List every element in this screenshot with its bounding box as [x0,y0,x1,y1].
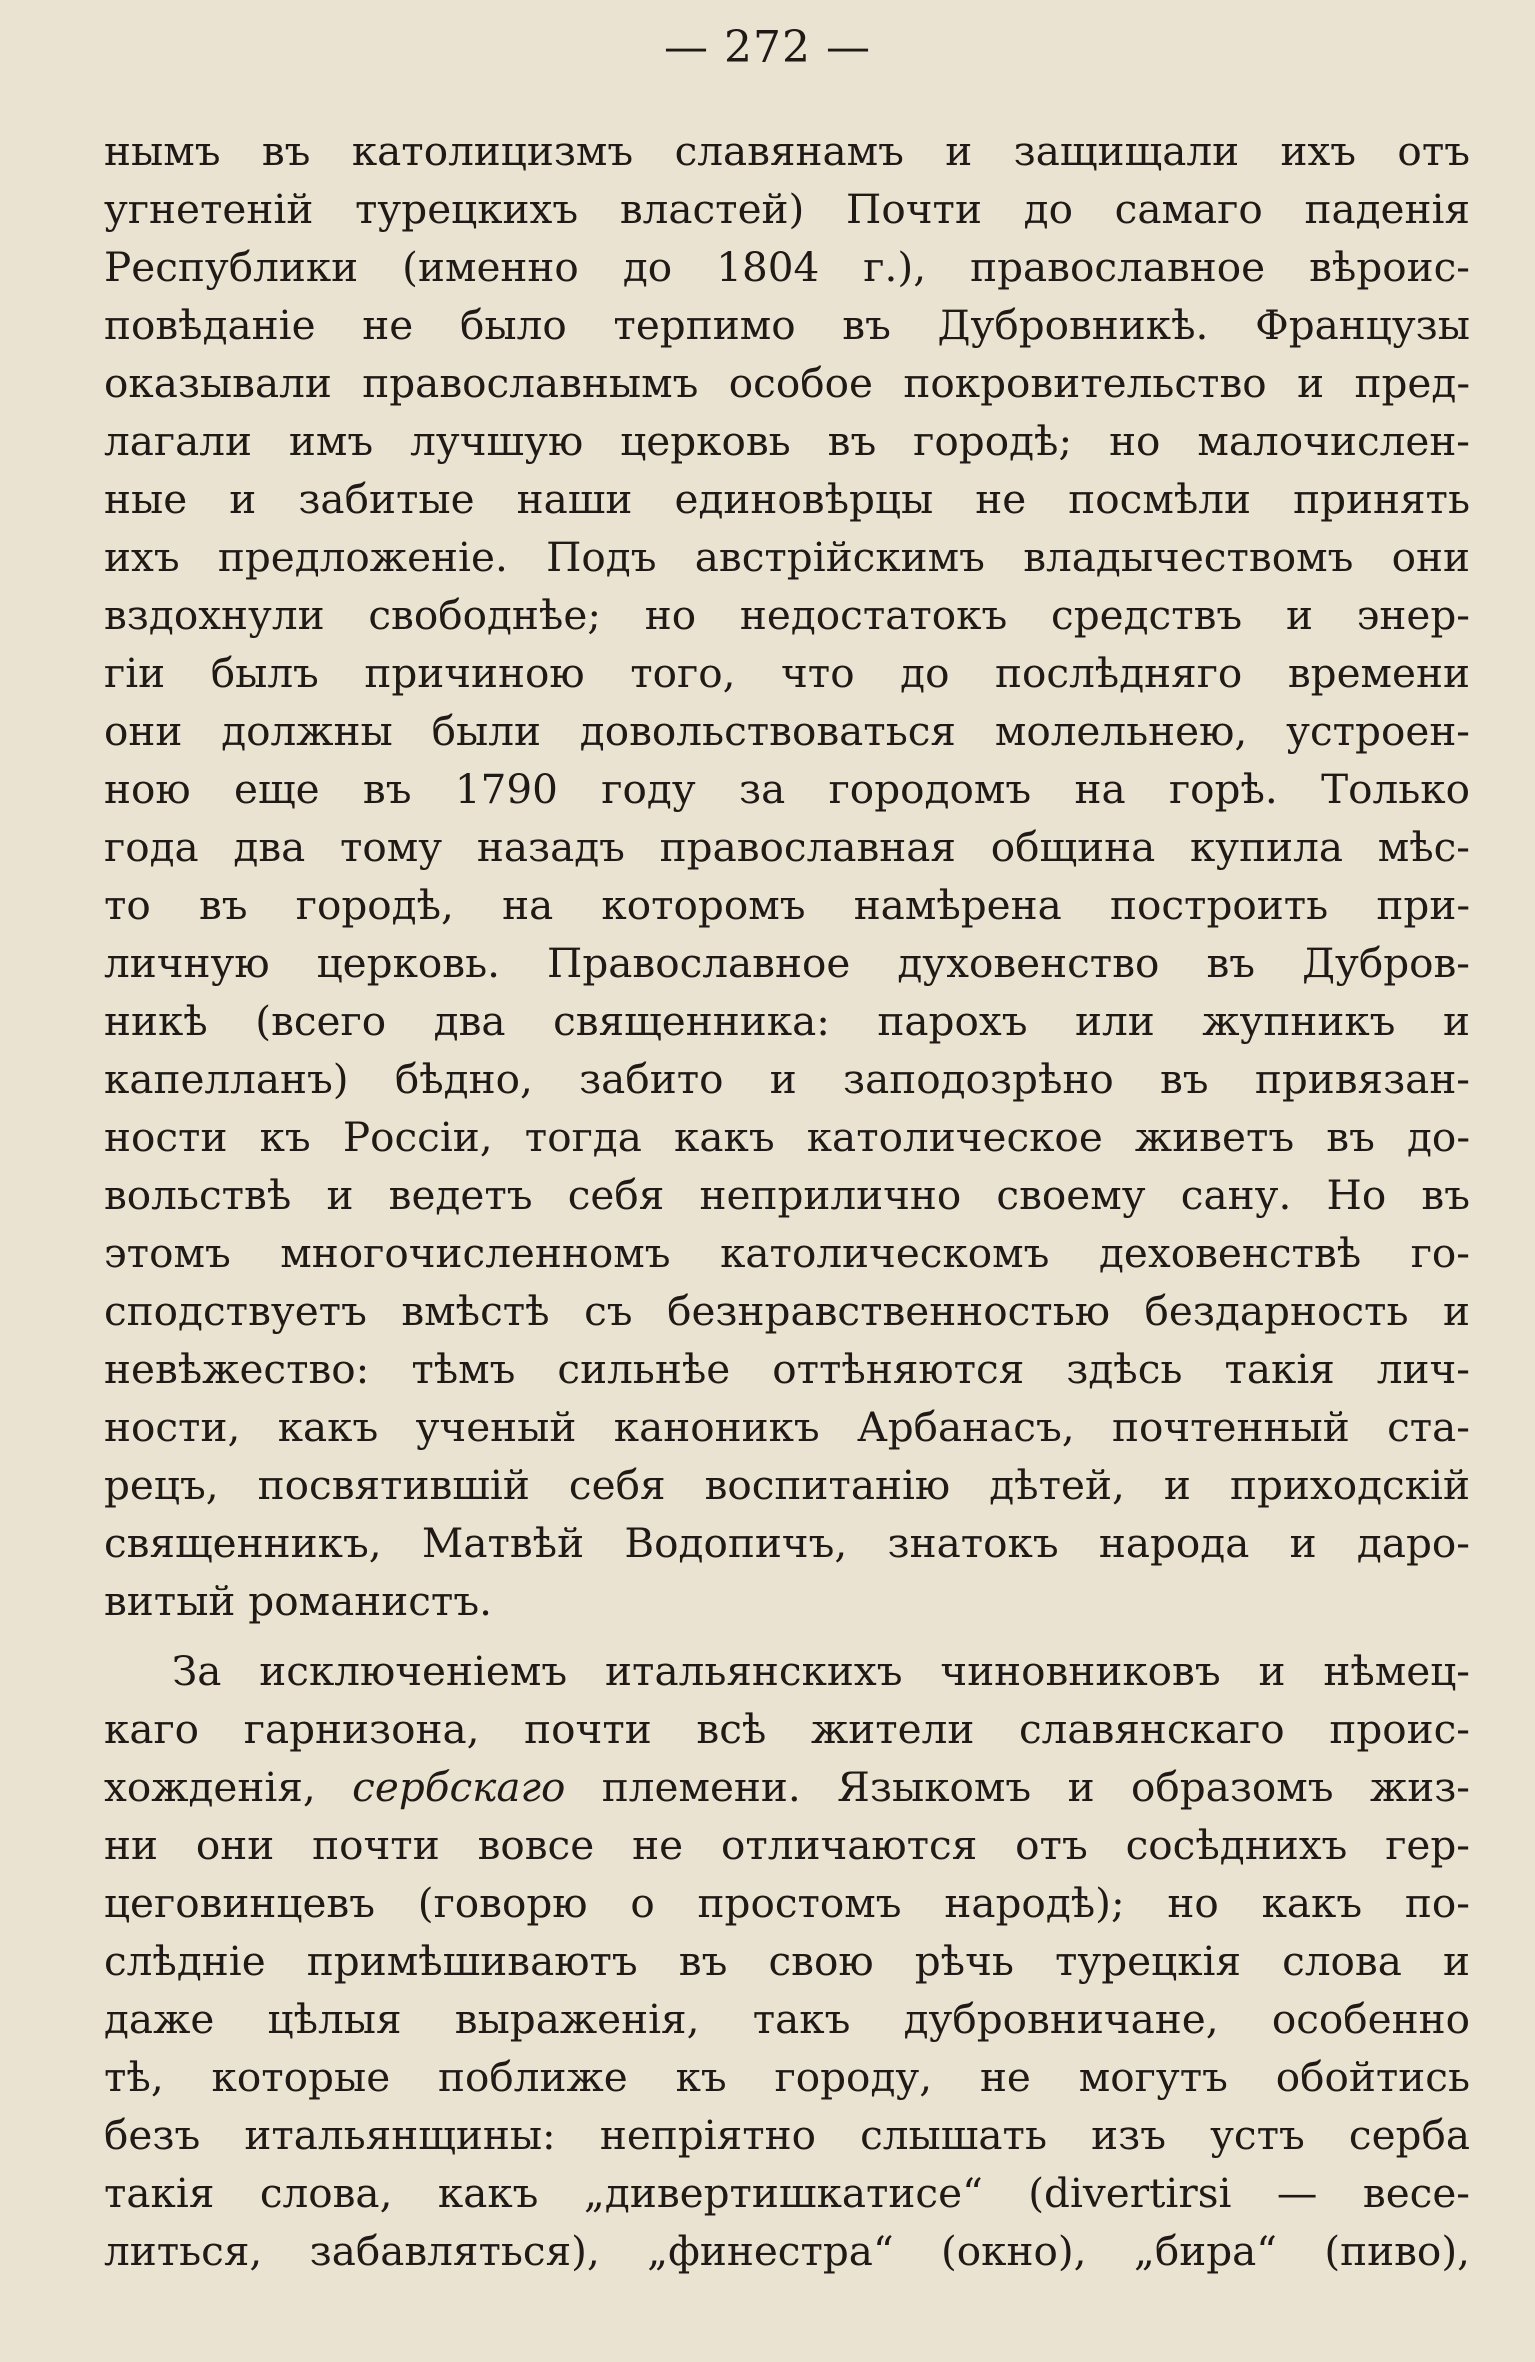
text-line: каго гарнизона, почти всѣ жители славянскаго проис- [104,1705,1470,1753]
text-line: лагали имъ лучшую церковь въ городѣ; но малочислен- [104,417,1470,465]
text-line: они должны были довольствоваться молельнею, устроен- [104,707,1470,755]
text-line: нымъ въ католицизмъ славянамъ и защищали ихъ отъ [104,127,1470,175]
text-line: никѣ (всего два священника: парохъ или жупникъ и [104,997,1470,1045]
text-line: ною еще въ 1790 году за городомъ на горѣ. Только [104,765,1470,813]
text-line: вздохнули свободнѣе; но недостатокъ средствъ и энер- [104,591,1470,639]
text-segment: племени. Языкомъ и образомъ жиз- [565,1763,1470,1811]
text-line: этомъ многочисленномъ католическомъ деховенствѣ го- [104,1229,1470,1277]
paragraph-2 [104,1642,1470,2280]
paragraph-1 [104,122,1470,1630]
text-line: тѣ, которые поближе къ городу, не могутъ обойтись [104,2053,1470,2101]
text-line: ихъ предложенiе. Подъ австрiйскимъ владычествомъ они [104,533,1470,581]
text-segment: хожденiя, [104,1763,353,1811]
text-line: повѣданiе не было терпимо въ Дубровникѣ. Французы [104,301,1470,349]
paragraph-gap [104,1630,1470,1642]
text-line: гiи былъ причиною того, что до послѣдняго времени [104,649,1470,697]
text-line: рецъ, посвятившiй себя воспитанiю дѣтей, и приходскiй [104,1461,1470,1509]
text-line: оказывали православнымъ особое покровительство и пред- [104,359,1470,407]
text-line: ные и забитые наши единовѣрцы не посмѣли принять [104,475,1470,523]
page-number: — 272 — [664,22,871,73]
text-line: невѣжество: тѣмъ сильнѣе оттѣняются здѣсь такiя лич- [104,1345,1470,1393]
text-line: ни они почти вовсе не отличаются отъ сосѣднихъ гер- [104,1821,1470,1869]
body-text [104,122,1470,2280]
text-line: литься, забавляться), „финестра“ (окно), „бира“ (пиво), [104,2227,1470,2275]
text-line: то въ городѣ, на которомъ намѣрена построить при- [104,881,1470,929]
text-line: витый романистъ. [104,1577,492,1625]
text-line: такiя слова, какъ „дивертишкатисе“ (divertirsi — весе- [104,2169,1470,2217]
text-line: капелланъ) бѣдно, забито и заподозрѣно въ привязан- [104,1055,1470,1103]
text-line: Республики (именно до 1804 г.), православное вѣроис- [104,243,1470,291]
text-line: священникъ, Матвѣй Водопичъ, знатокъ народа и даро- [104,1519,1470,1567]
text-line: безъ итальянщины: непрiятно слышать изъ устъ серба [104,2111,1470,2159]
text-line: слѣднiе примѣшиваютъ въ свою рѣчь турецкiя слова и [104,1937,1470,1985]
italic-word: сербскаго [352,1763,566,1811]
text-line: ности, какъ ученый каноникъ Арбанасъ, почтенный ста- [104,1403,1470,1451]
text-line-mixed [104,1758,1470,1816]
text-line: цеговинцевъ (говорю о простомъ народѣ); но какъ по- [104,1879,1470,1927]
text-line: сподствуетъ вмѣстѣ съ безнравственностью бездарность и [104,1287,1470,1335]
text-line: ности къ Россiи, тогда какъ католическое живетъ въ до- [104,1113,1470,1161]
text-line: личную церковь. Православное духовенство въ Дубров- [104,939,1470,987]
text-line: года два тому назадъ православная община купила мѣс- [104,823,1470,871]
text-line: вольствѣ и ведетъ себя неприлично своему сану. Но въ [104,1171,1470,1219]
text-line: За исключенiемъ итальянскихъ чиновниковъ и нѣмец- [172,1647,1470,1695]
text-line: угнетенiй турецкихъ властей) Почти до самаго паденiя [104,185,1470,233]
text-line: даже цѣлыя выраженiя, такъ дубровничане, особенно [104,1995,1470,2043]
